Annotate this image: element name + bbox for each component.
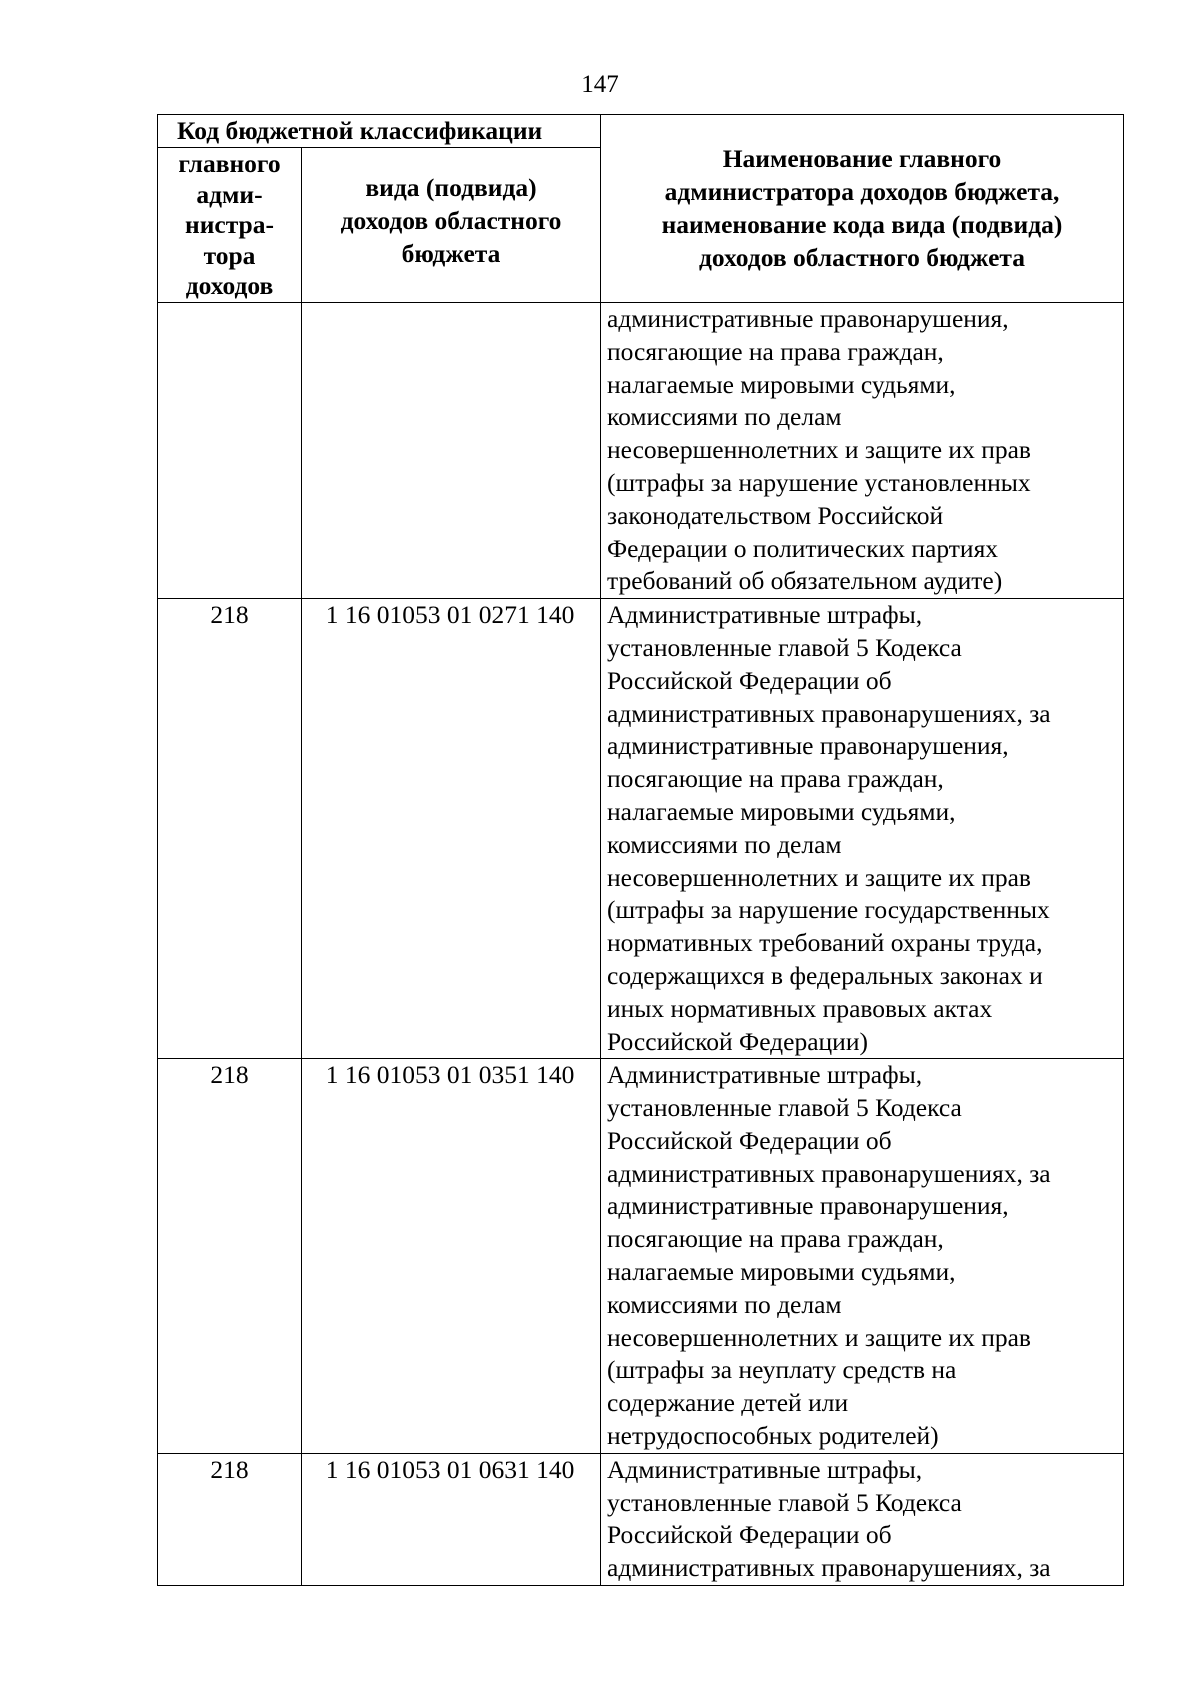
header-name-line: администратора доходов бюджета,	[664, 177, 1060, 207]
revenue-name-cell	[601, 599, 1124, 1059]
name-line: налагаемые мировыми судьями,	[607, 796, 956, 826]
name-line: административные правонарушения,	[607, 303, 1009, 333]
name-line: административные правонарушения,	[607, 731, 1009, 761]
name-line: посягающие на права граждан,	[607, 336, 944, 366]
budget-classification-table	[157, 114, 1124, 1586]
name-line: налагаемые мировыми судьями,	[607, 1257, 956, 1287]
revenue-code-cell: 1 16 01053 01 0631 140	[302, 1453, 601, 1585]
header-name-line: наименование кода вида (подвида)	[661, 210, 1063, 240]
header-name-column	[601, 115, 1124, 303]
table-header	[158, 115, 1124, 303]
name-line: Российской Федерации)	[607, 1026, 868, 1056]
header-admin-line: главного	[178, 149, 281, 178]
name-line: комиссиями по делам	[607, 402, 842, 432]
header-code-line: бюджета	[401, 239, 501, 269]
table-row	[158, 1059, 1124, 1454]
name-line: (штрафы за нарушение установленных	[607, 467, 1031, 497]
name-line: (штрафы за неуплату средств на	[607, 1355, 957, 1385]
name-line: административных правонарушениях, за	[607, 698, 1051, 728]
name-line: административных правонарушениях, за	[607, 1158, 1051, 1188]
name-line: установленные главой 5 Кодекса	[607, 1487, 962, 1517]
revenue-name-cell	[601, 1453, 1124, 1585]
name-line: посягающие на права граждан,	[607, 764, 944, 794]
name-line: административных правонарушениях, за	[607, 1553, 1051, 1583]
header-name-line: Наименование главного	[722, 144, 1002, 174]
header-admin-line: доходов	[185, 271, 274, 301]
admin-code-cell: 218	[158, 1453, 302, 1585]
table-row	[158, 302, 1124, 598]
name-line: административные правонарушения,	[607, 1191, 1009, 1221]
admin-code-cell: 218	[158, 1059, 302, 1454]
name-line: несовершеннолетних и защите их прав	[607, 1322, 1031, 1352]
name-line: несовершеннолетних и защите их прав	[607, 862, 1031, 892]
revenue-code-cell: 1 16 01053 01 0351 140	[302, 1059, 601, 1454]
revenue-code-cell: 1 16 01053 01 0271 140	[302, 599, 601, 1059]
name-line: посягающие на права граждан,	[607, 1224, 944, 1254]
header-code-line: доходов областного	[340, 206, 562, 236]
revenue-code-cell	[302, 302, 601, 598]
table-body	[158, 302, 1124, 1585]
table-row	[158, 1453, 1124, 1585]
name-line: содержащихся в федеральных законах и	[607, 960, 1043, 990]
name-line: налагаемые мировыми судьями,	[607, 369, 956, 399]
revenue-name-cell	[601, 302, 1124, 598]
table-row	[158, 599, 1124, 1059]
name-line: требований об обязательном аудите)	[607, 566, 1003, 596]
name-line: (штрафы за нарушение государственных	[607, 895, 1050, 925]
name-line: иных нормативных правовых актах	[607, 993, 993, 1023]
name-line: Федерации о политических партиях	[607, 533, 999, 563]
name-line: законодательством Российской	[607, 500, 944, 530]
name-line: Российской Федерации об	[607, 1520, 892, 1550]
admin-code-cell: 218	[158, 599, 302, 1059]
name-line: несовершеннолетних и защите их прав	[607, 435, 1031, 465]
name-line: нетрудоспособных родителей)	[607, 1421, 939, 1451]
admin-code-cell	[158, 302, 302, 598]
name-line: Административные штрафы,	[607, 1060, 923, 1090]
header-admin-line: тора	[203, 240, 256, 270]
header-admin-line: нистра-	[185, 210, 274, 240]
name-line: установленные главой 5 Кодекса	[607, 632, 962, 662]
page-number: 147	[581, 71, 619, 98]
name-line: нормативных требований охраны труда,	[607, 928, 1043, 958]
name-line: содержание детей или	[607, 1388, 849, 1418]
header-code-column	[302, 148, 601, 303]
header-admin-line: адми-	[196, 179, 263, 209]
name-line: Российской Федерации об	[607, 665, 892, 695]
name-line: Административные штрафы,	[607, 1454, 923, 1484]
revenue-name-cell	[601, 1059, 1124, 1454]
header-admin-column	[158, 148, 302, 303]
name-line: Административные штрафы,	[607, 600, 923, 630]
name-line: Российской Федерации об	[607, 1125, 892, 1155]
name-line: комиссиями по делам	[607, 829, 842, 859]
header-budget-classification-code: Код бюджетной классификации	[158, 115, 601, 148]
header-name-line: доходов областного бюджета	[699, 243, 1025, 273]
name-line: установленные главой 5 Кодекса	[607, 1093, 962, 1123]
name-line: комиссиями по делам	[607, 1289, 842, 1319]
header-code-line: вида (подвида)	[365, 173, 537, 203]
